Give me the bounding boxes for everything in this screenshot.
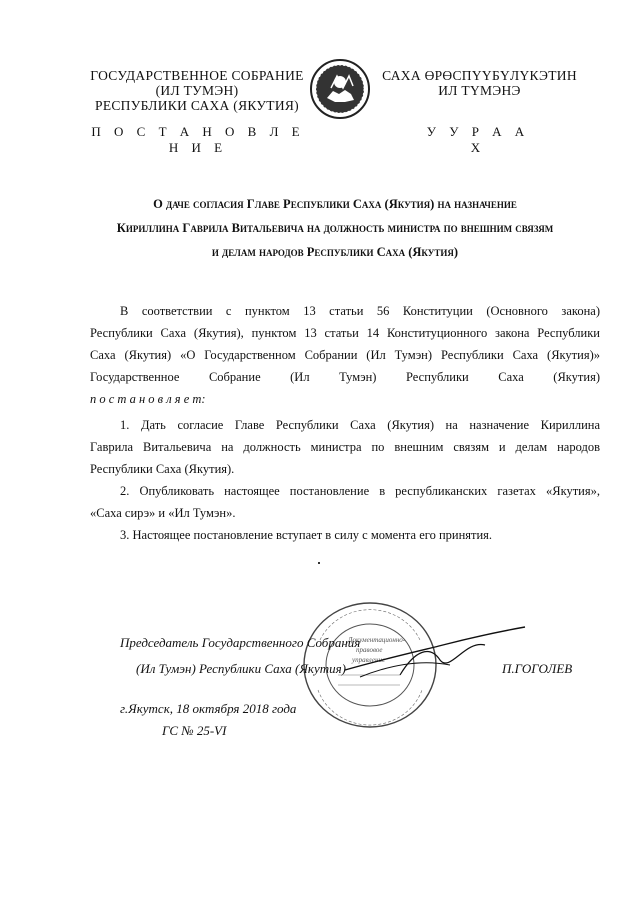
- preamble-line1: В соответствии с пунктом 13 статьи 56 Конституции (Основного закона): [120, 304, 600, 318]
- place-date: г.Якутск, 18 октября 2018 года: [120, 701, 297, 716]
- item2-line1: 2. Опубликовать настоящее постановление в республиканских газетах «Якутия»,: [120, 484, 600, 498]
- org-name-line1: ГОСУДАРСТВЕННОЕ СОБРАНИЕ: [90, 68, 304, 83]
- header-right: [372, 68, 587, 98]
- signatory-position-line1: Председатель Государственного Собрания: [120, 635, 361, 650]
- stamp-inner1: Документационно-: [348, 636, 406, 644]
- title-line3: и делам народов Республики Саха (Якутия): [211, 245, 459, 259]
- item2-line2: «Саха сирэ» и «Ил Тумэн».: [90, 506, 236, 520]
- item1-line1: 1. Дать согласие Главе Республики Саха (Якутия) на назначение Кириллина: [120, 418, 600, 432]
- coat-of-arms-sakha-icon: [309, 58, 371, 120]
- resolves-word: п о с т а н о в л я е т:: [90, 392, 206, 406]
- org-name-line3: РЕСПУБЛИКИ САХА (ЯКУТИЯ): [95, 98, 299, 113]
- title-line1: О даче согласия Главе Республики Саха (Якутия) на назначение: [153, 197, 517, 211]
- org-name-yakut-line1: САХА ӨРӨСПҮҮБҮЛҮКЭТИН: [382, 68, 577, 83]
- preamble-line2: Республики Саха (Якутия), пунктом 13 статьи 14 Конституционного закона Республики: [90, 326, 600, 340]
- item3: 3. Настоящее постановление вступает в силу с момента его принятия.: [120, 528, 493, 542]
- org-name-yakut-line2: ИЛ ТҮМЭНЭ: [438, 83, 521, 98]
- item1-line2: Гаврила Витальевича на должность министра по внешним связям и делам народов: [90, 440, 600, 454]
- org-name-line2: (ИЛ ТУМЭН): [155, 83, 239, 98]
- preamble-line4: Государственное Собрание (Ил Тумэн) Республики Саха (Якутия): [90, 370, 600, 384]
- signatory-name: П.ГОГОЛЕВ: [502, 661, 573, 676]
- doc-type-left: П О С Т А Н О В Л Е Н И Е: [91, 124, 305, 155]
- stray-mark: [318, 562, 320, 564]
- preamble-line3: Саха (Якутия) «О Государственном Собрании (Ил Тумэн) Республики Саха (Якутия)»: [90, 348, 600, 362]
- header-left: [82, 68, 312, 113]
- stamp-inner3: управление: [352, 656, 386, 664]
- item1-line3: Республики Саха (Якутия).: [90, 462, 235, 476]
- document-number: ГС № 25-VI: [162, 723, 227, 738]
- title-line2: Кириллина Гаврила Витальевича на должность министра по внешним связям: [116, 221, 554, 235]
- document-title: [60, 192, 610, 264]
- doc-type-right: У У Р А А Х: [426, 124, 530, 155]
- signatory-position-line2: (Ил Тумэн) Республики Саха (Якутия): [136, 661, 346, 676]
- stamp-inner2: правовое: [356, 646, 383, 654]
